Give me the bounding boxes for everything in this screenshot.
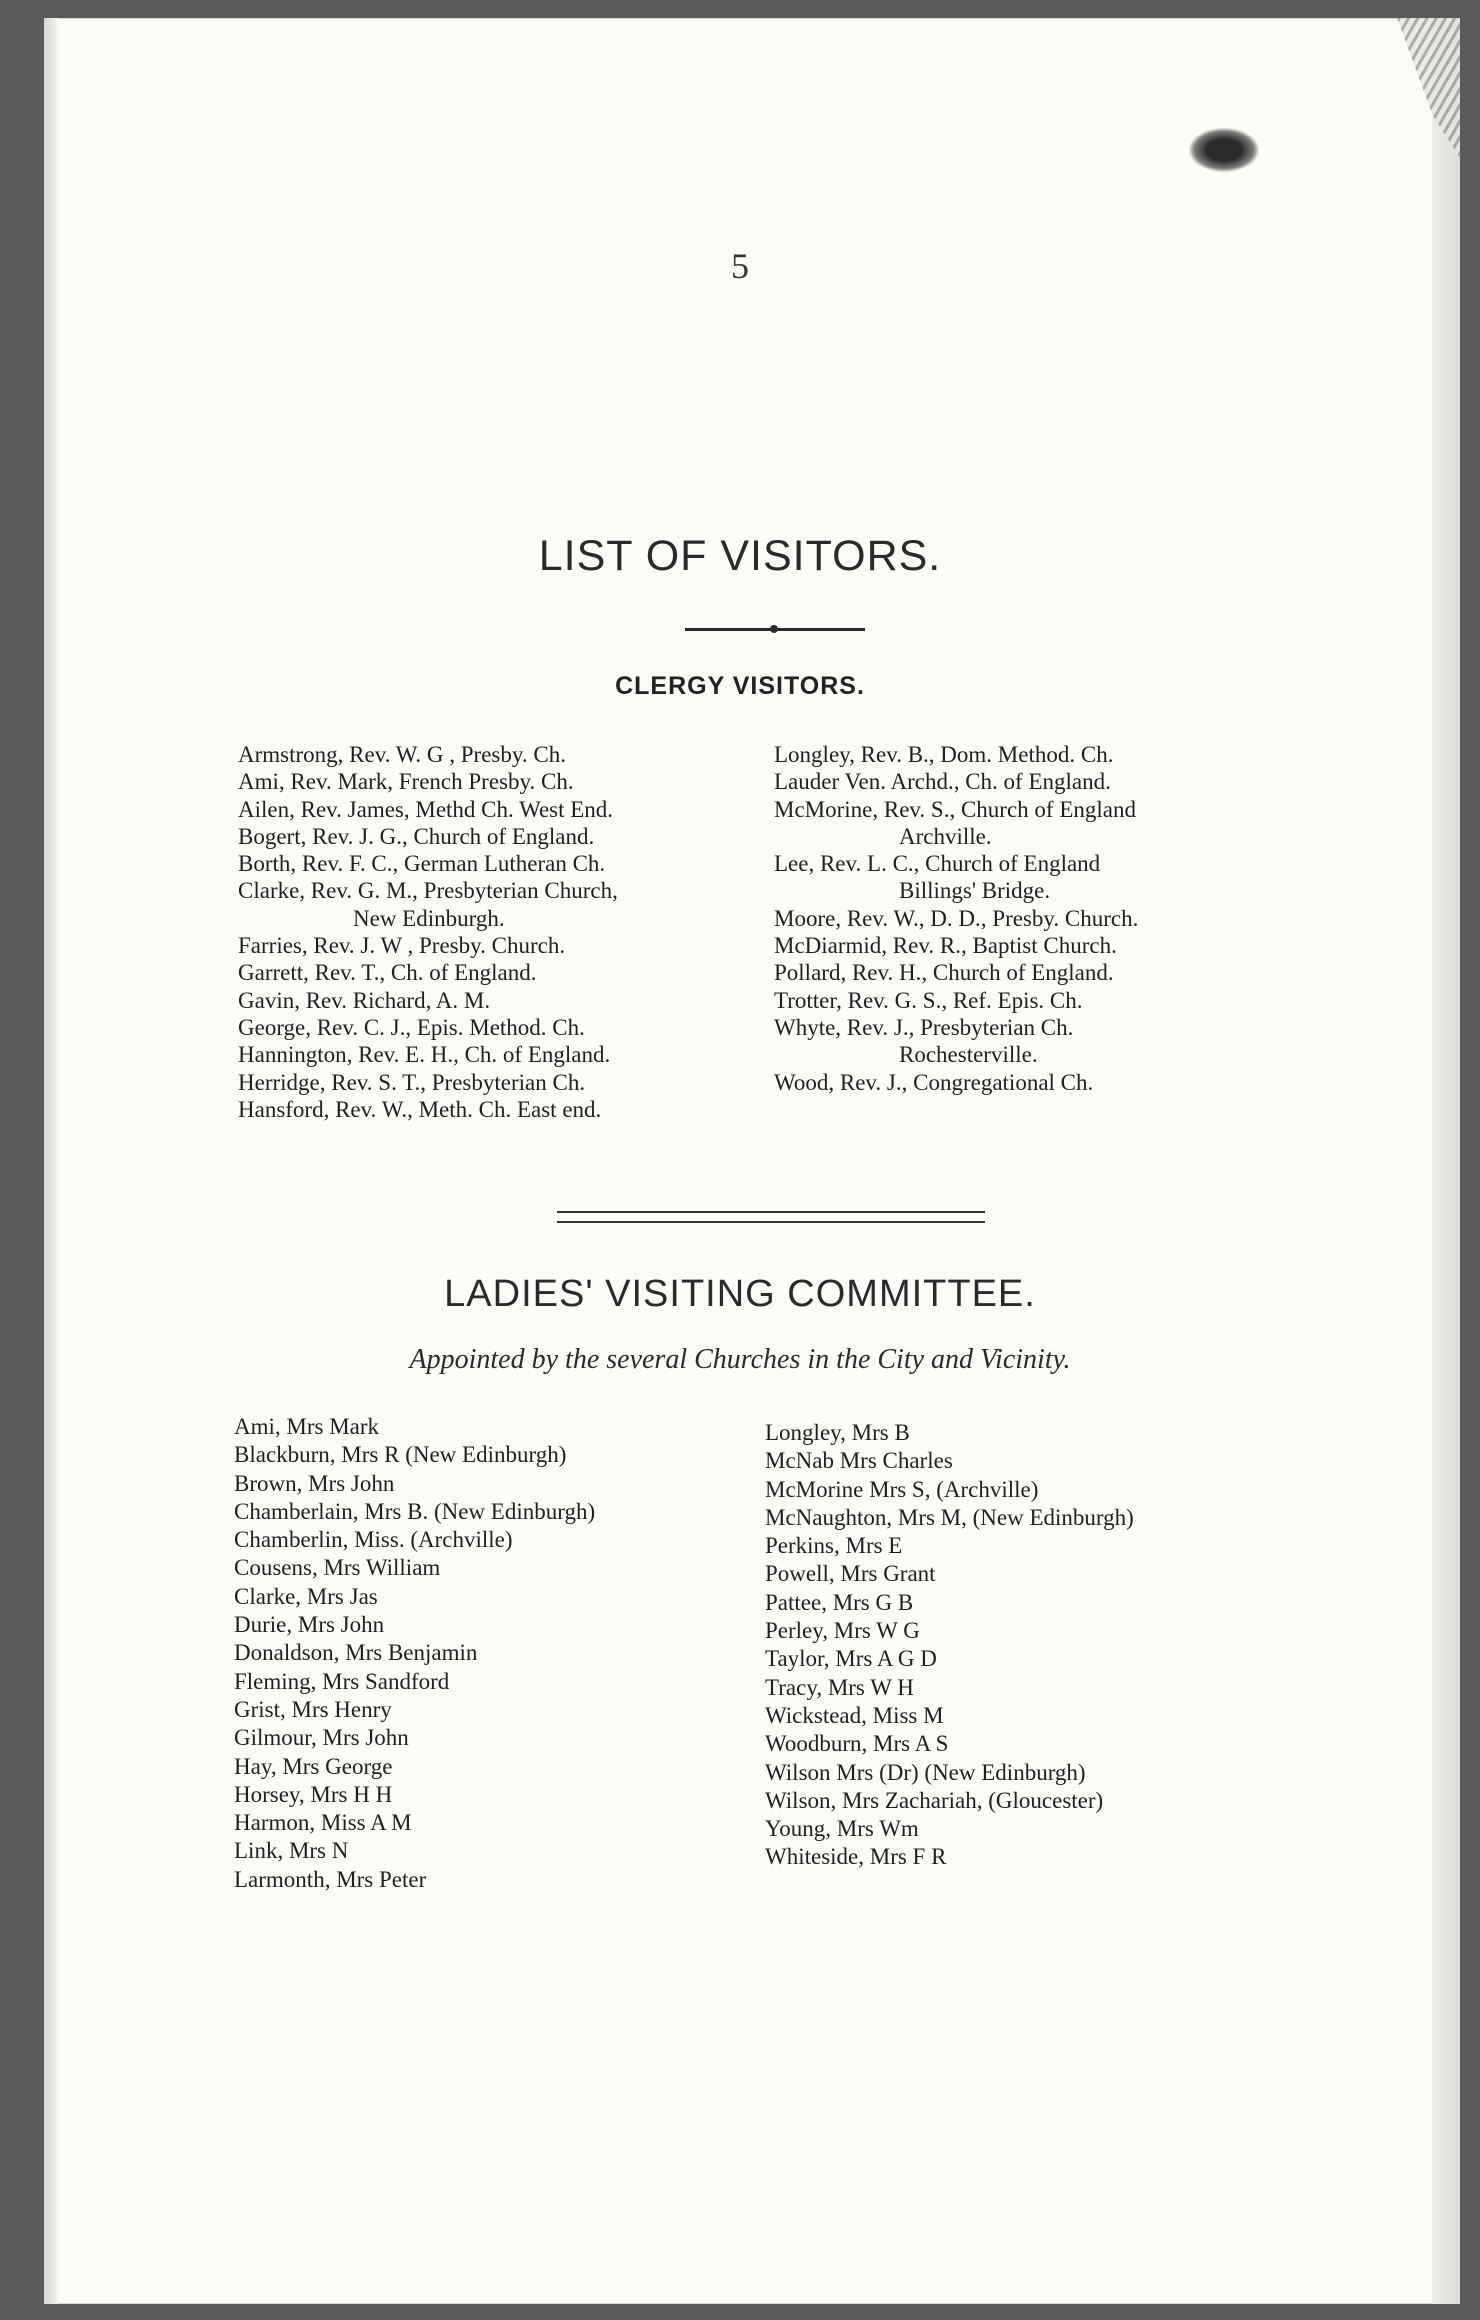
clergy-entry: Armstrong, Rev. W. G , Presby. Ch. <box>238 742 566 767</box>
committee-member: Hay, Mrs George <box>234 1753 393 1779</box>
clergy-list-right <box>774 741 1138 1096</box>
page-right-edge <box>1432 18 1460 2304</box>
committee-member: Perkins, Mrs E <box>765 1533 903 1559</box>
committee-member: Harmon, Miss A M <box>234 1810 412 1836</box>
title-rule <box>685 628 865 631</box>
committee-member: Larmonth, Mrs Peter <box>234 1866 427 1892</box>
clergy-entry: Moore, Rev. W., D. D., Presby. Church. <box>774 905 1139 931</box>
committee-member: Clarke, Mrs Jas <box>234 1583 378 1609</box>
clergy-entry: Garrett, Rev. T., Ch. of England. <box>238 960 537 986</box>
ladies-subheading: Appointed by the several Churches in the City and Vicinity. <box>409 1344 1071 1375</box>
committee-member: Ami, Mrs Mark <box>234 1414 380 1439</box>
committee-member: Chamberlain, Mrs B. (New Edinburgh) <box>234 1498 596 1524</box>
committee-member: McNaughton, Mrs M, (New Edinburgh) <box>765 1504 1134 1530</box>
clergy-entry: Trotter, Rev. G. S., Ref. Epis. Ch. <box>774 987 1083 1013</box>
committee-member: Chamberlin, Miss. (Archville) <box>234 1527 513 1553</box>
clergy-entry: Farries, Rev. J. W , Presby. Church. <box>238 933 566 959</box>
committee-member: Young, Mrs Wm <box>765 1816 919 1842</box>
committee-member: Pattee, Mrs G B <box>765 1589 914 1615</box>
committee-member: Fleming, Mrs Sandford <box>234 1668 450 1694</box>
scanned-page <box>44 18 1460 2304</box>
committee-member: Horsey, Mrs H H <box>234 1781 393 1807</box>
clergy-entry: Ailen, Rev. James, Methd Ch. West End. <box>238 796 614 822</box>
page-number: 5 <box>731 246 749 286</box>
clergy-entry: Clarke, Rev. G. M., Presbyterian Church, <box>238 878 618 904</box>
clergy-entry: Hansford, Rev. W., Meth. Ch. East end. <box>238 1096 602 1122</box>
committee-member: Cousens, Mrs William <box>234 1555 441 1581</box>
committee-member: Woodburn, Mrs A S <box>765 1731 949 1757</box>
clergy-entry: George, Rev. C. J., Epis. Method. Ch. <box>238 1014 585 1040</box>
committee-member: Link, Mrs N <box>234 1838 349 1864</box>
committee-member: Whiteside, Mrs F R <box>765 1844 947 1870</box>
clergy-entry: Herridge, Rev. S. T., Presbyterian Ch. <box>238 1069 586 1095</box>
clergy-entry: Bogert, Rev. J. G., Church of England. <box>238 823 595 849</box>
clergy-entry: McMorine, Rev. S., Church of England <box>774 796 1136 822</box>
clergy-entry: Billings' Bridge. <box>899 878 1051 904</box>
committee-member: Gilmour, Mrs John <box>234 1725 409 1751</box>
clergy-entry: Longley, Rev. B., Dom. Method. Ch. <box>774 742 1114 767</box>
clergy-entry: Wood, Rev. J., Congregational Ch. <box>774 1069 1094 1095</box>
committee-member: Wilson, Mrs Zachariah, (Gloucester) <box>765 1787 1104 1813</box>
clergy-entry: Borth, Rev. F. C., German Lutheran Ch. <box>238 851 606 877</box>
committee-member: McMorine Mrs S, (Archville) <box>765 1476 1039 1502</box>
ladies-heading: LADIES' VISITING COMMITTEE. <box>444 1273 1036 1315</box>
committee-member: Perley, Mrs W G <box>765 1618 920 1644</box>
clergy-entry: Pollard, Rev. H., Church of England. <box>774 960 1114 986</box>
committee-member: Tracy, Mrs W H <box>765 1674 914 1700</box>
committee-member: Taylor, Mrs A G D <box>765 1646 937 1672</box>
committee-member: Donaldson, Mrs Benjamin <box>234 1640 478 1666</box>
clergy-heading: CLERGY VISITORS. <box>615 672 865 700</box>
committee-member: Durie, Mrs John <box>234 1612 385 1638</box>
committee-member: Longley, Mrs B <box>765 1420 910 1445</box>
torn-corner <box>1370 18 1460 158</box>
ladies-list-left <box>234 1413 595 1894</box>
committee-member: Grist, Mrs Henry <box>234 1696 392 1722</box>
clergy-entry: Archville. <box>899 823 992 849</box>
committee-member: Blackburn, Mrs R (New Edinburgh) <box>234 1442 567 1468</box>
clergy-entry: Rochesterville. <box>899 1042 1038 1068</box>
ladies-list-right <box>765 1419 1134 1872</box>
committee-member: McNab Mrs Charles <box>765 1448 953 1474</box>
clergy-entry: New Edinburgh. <box>353 905 505 931</box>
clergy-entry: Gavin, Rev. Richard, A. M. <box>238 987 491 1013</box>
clergy-entry: Lauder Ven. Archd., Ch. of England. <box>774 769 1111 795</box>
clergy-entry: Hannington, Rev. E. H., Ch. of England. <box>238 1042 611 1068</box>
clergy-entry: McDiarmid, Rev. R., Baptist Church. <box>774 933 1117 959</box>
committee-member: Wilson Mrs (Dr) (New Edinburgh) <box>765 1759 1086 1785</box>
committee-member: Wickstead, Miss M <box>765 1702 944 1728</box>
clergy-entry: Lee, Rev. L. C., Church of England <box>774 851 1101 877</box>
committee-member: Powell, Mrs Grant <box>765 1561 936 1587</box>
ink-blot <box>1189 128 1259 172</box>
page-title: LIST OF VISITORS. <box>538 532 942 580</box>
page-left-edge <box>44 18 58 2304</box>
section-divider <box>557 1211 985 1223</box>
clergy-entry: Whyte, Rev. J., Presbyterian Ch. <box>774 1014 1074 1040</box>
committee-member: Brown, Mrs John <box>234 1470 395 1496</box>
clergy-list-left <box>238 741 618 1123</box>
clergy-entry: Ami, Rev. Mark, French Presby. Ch. <box>238 769 574 795</box>
